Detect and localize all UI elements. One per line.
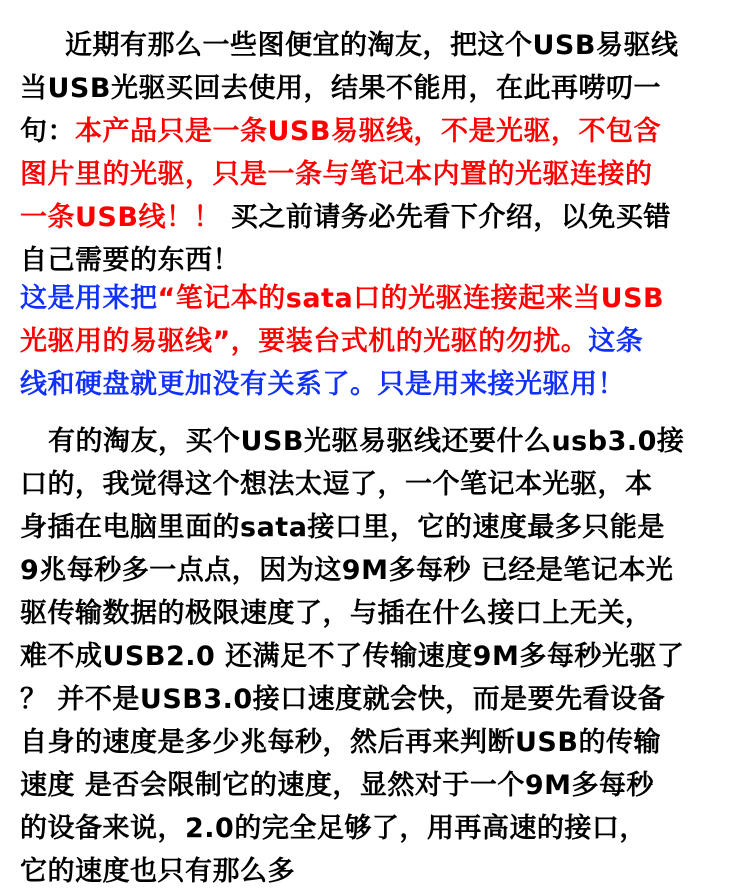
usage-line-2 (20, 320, 720, 363)
explanation-line-11: 它的速度也只有那么多 (20, 856, 295, 887)
explanation-line-8: 自身的速度是多少兆每秒，然后再来判断USB的传输 (20, 727, 661, 758)
notice-line-2: 当USB光驱买回去使用，结果不能用，在此再唠叨一 (20, 73, 661, 104)
usage-paragraph (20, 277, 720, 406)
explanation-line-7: ？ 并不是USB3.0接口速度就会快，而是要先看设备 (20, 684, 666, 715)
explanation-line-5: 驱传输数据的极限速度了，与插在什么接口上无关， (20, 598, 653, 629)
explanation-line-2: 口的，我觉得这个想法太逗了，一个笔记本光驱，本 (20, 469, 653, 500)
usage-quote-start: “笔记本的sata口的光驱连接起来当USB (157, 283, 665, 314)
explanation-line-4: 9兆每秒多一点点，因为这9M多每秒 已经是笔记本光 (20, 555, 674, 586)
notice-advice: 买之前请务必先看下介绍，以免买错 (230, 202, 671, 233)
explanation-line-9: 速度 是否会限制它的速度，显然对于一个9M多每秒 (20, 770, 655, 801)
notice-line-5 (20, 196, 720, 239)
notice-line-6: 自己需要的东西！ (20, 245, 240, 276)
notice-line-4: 图片里的光驱，只是一条与笔记本内置的光驱连接的 (20, 159, 653, 190)
notice-warning-start: 本产品只是一条USB易驱线，不是光驱，不包含 (75, 116, 661, 147)
explanation-paragraph (20, 420, 720, 893)
notice-paragraph (20, 24, 720, 282)
notice-warning-end: 一条USB线！！ (20, 202, 221, 233)
usage-quote-end: 光驱用的易驱线”，要装台式机的光驱的勿扰。 (20, 326, 589, 357)
usage-line-3: 线和硬盘就更加没有关系了。只是用来接光驱用！ (20, 369, 625, 400)
notice-prefix: 句： (20, 116, 75, 147)
usage-note-start: 这条 (588, 326, 644, 357)
explanation-line-1: 有的淘友，买个USB光驱易驱线还要什么usb3.0接 (48, 426, 685, 457)
notice-line-3 (20, 110, 720, 153)
explanation-line-6: 难不成USB2.0 还满足不了传输速度9M多每秒光驱了 (20, 641, 685, 672)
usage-line-1 (20, 277, 720, 320)
usage-intro: 这是用来把 (20, 283, 158, 314)
notice-line-1: 近期有那么一些图便宜的淘友，把这个USB易驱线 (65, 30, 679, 61)
explanation-line-3: 身插在电脑里面的sata接口里，它的速度最多只能是 (20, 512, 665, 543)
explanation-line-10: 的设备来说，2.0的完全足够了，用再高速的接口， (20, 813, 647, 844)
